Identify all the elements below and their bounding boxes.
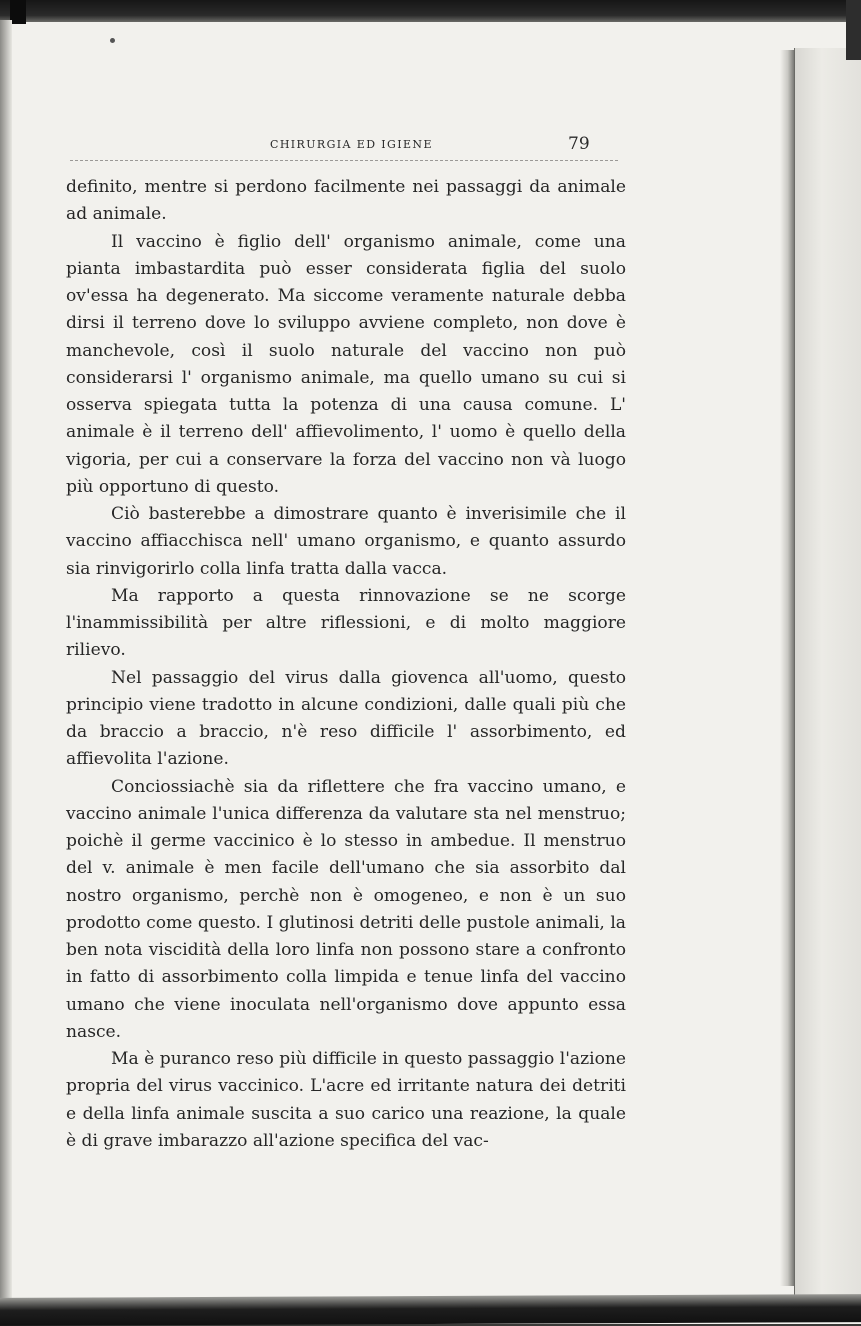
- page-number: 79: [568, 134, 590, 154]
- paragraph: definito, mentre si perdono facilmente nei passaggi da animale ad animale.: [66, 177, 626, 225]
- header-rule: [70, 160, 618, 161]
- paragraph: Nel passaggio del virus dalla giovenca all'uomo, questo principio viene tradotto in alcune condizioni, dalle quali più che da braccio a braccio, n'è reso difficile l' assorbimento, ed affievolita l'azione.: [66, 667, 626, 770]
- paragraph: Ma è puranco reso più difficile in questo passaggio l'azione propria del virus vaccinico. L'acre ed irritante natura dei detriti e della linfa animale suscita a suo carico una reazione, la quale è di grave imbarazzo all'azione specifica del vac-: [66, 1049, 626, 1151]
- top-scan-mark: [10, 0, 26, 24]
- running-title: CHIRURGIA ED IGIENE: [270, 138, 433, 151]
- paragraph: Ma rapporto a questa rinnovazione se ne scorge l'inammissibilità per altre riflessioni, e di molto maggiore rilievo.: [66, 585, 626, 661]
- ink-spot: [110, 38, 115, 43]
- paragraph: Ciò basterebbe a dimostrare quanto è inverisimile che il vaccino affiacchisca nell' umano organismo, e quanto assurdo sia rinvigorirlo colla linfa tratta dalla vacca.: [66, 504, 626, 579]
- top-scan-edge: [0, 0, 861, 22]
- paragraph: Il vaccino è figlio dell' organismo animale, come una pianta imbastardita può esser considerata figlia del suolo ov'essa ha degenerato. Ma siccome veramente naturale debba dirsi il terreno dove lo sviluppo avviene completo, non dove è manchevole, così il suolo naturale del vaccino non può considerarsi l' organismo animale, ma quello umano su cui si osserva spiegata tutta la potenza di una causa comune. L' animale è il terreno dell' affievolimento, l' uomo è quello della vigoria, per cui a conservare la forza del vaccino non và luogo più opportuno di questo.: [66, 231, 626, 497]
- page-fold-shadow: [780, 50, 794, 1286]
- paragraph: Conciossiachè sia da riflettere che fra vaccino umano, e vaccino animale l'unica differenza da valutare sta nel menstruo; poichè il germe vaccinico è lo stesso in ambedue. Il menstruo del v. animale è men facile dell'umano che sia assorbito dal nostro organismo, perchè non è omogeneo, e non è un suo prodotto come questo. I glutinosi detriti delle pustole animali, la ben nota viscidità della loro linfa non possono stare a confronto in fatto di assorbimento colla limpida e tenue linfa del vaccino umano che viene inoculata nell'organismo dove appunto essa nasce.: [66, 776, 626, 1042]
- page-header: [60, 134, 620, 158]
- bottom-scan-edge: [0, 1294, 861, 1326]
- left-scan-edge: [0, 20, 12, 1324]
- body-text: [66, 174, 626, 1155]
- corner-shadow: [846, 0, 861, 60]
- next-page-edge: [794, 48, 861, 1298]
